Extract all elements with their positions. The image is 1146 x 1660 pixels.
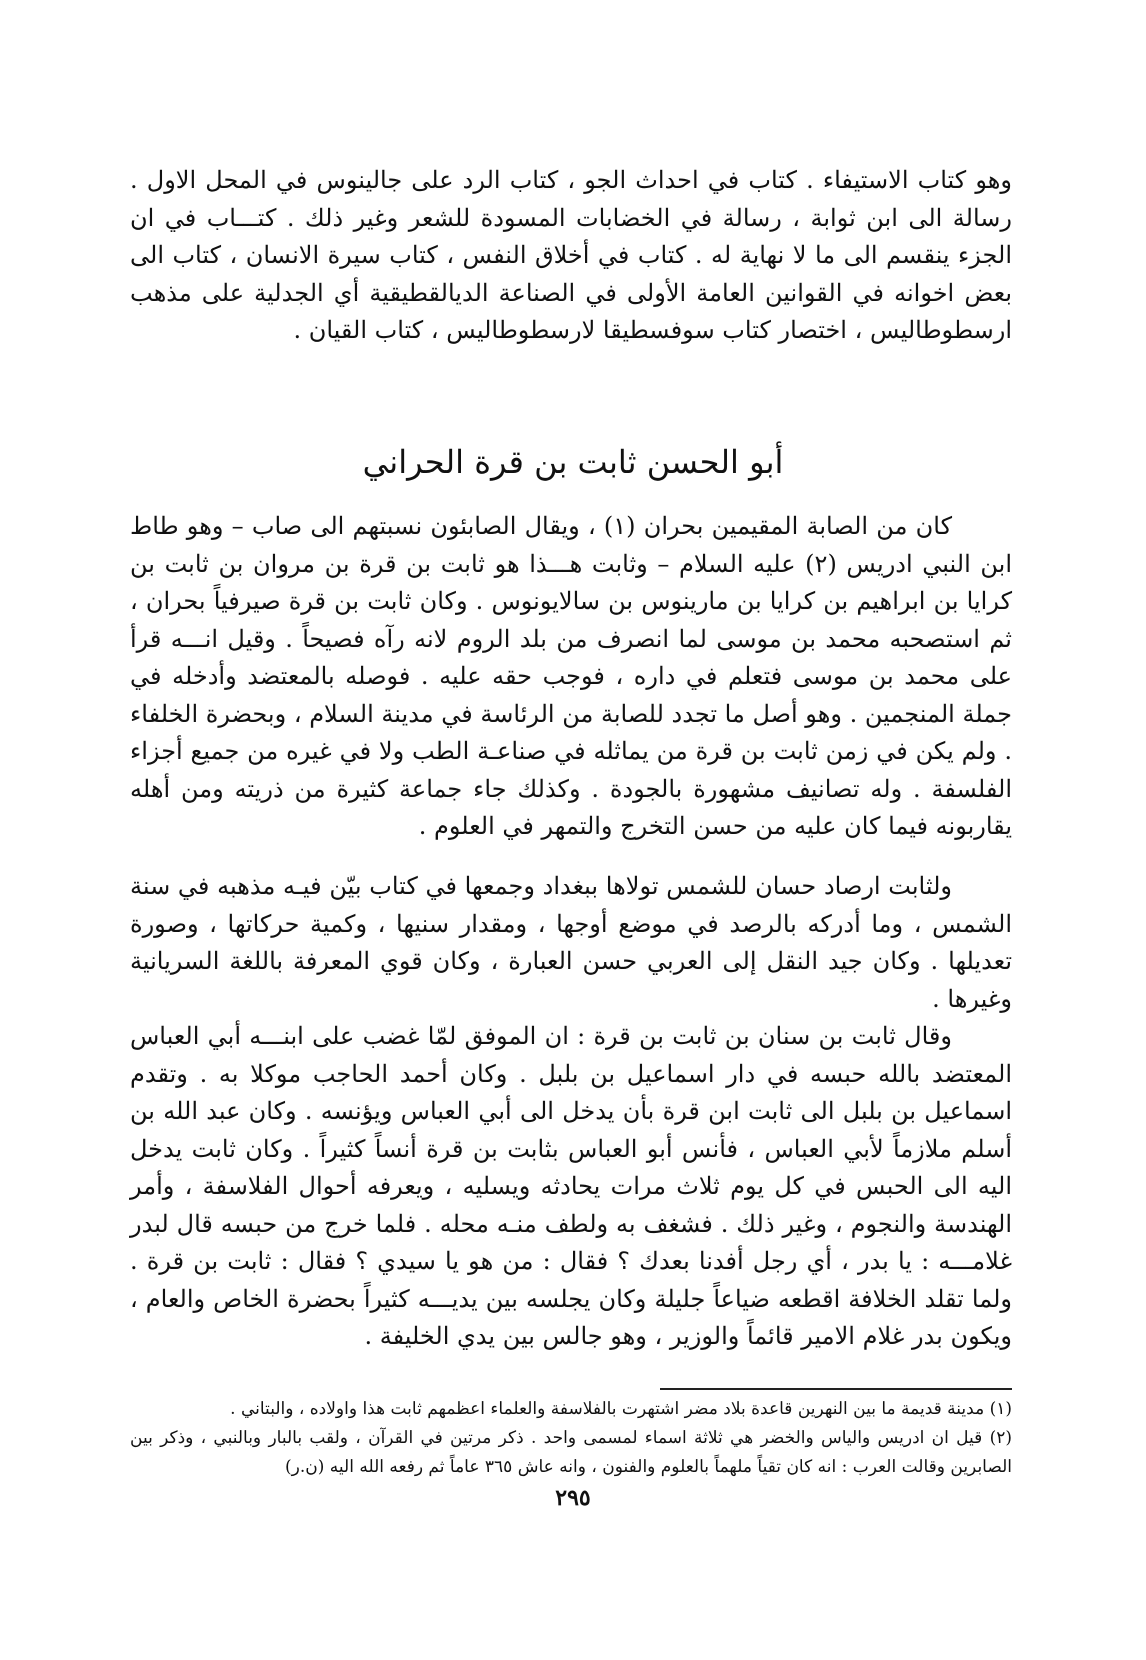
footnotes xyxy=(130,1395,1012,1482)
biography-paragraph-3: وقال ثابت بن سنان بن ثابت بن قرة : ان الموفق لمّا غضب على ابنـــه أبي العباس المعتضد بالله حبسه في دار اسماعيل بن بلبل . وكان أحمد الحاجب موكلا به . وتقدم اسماعيل بن بلبل الى ثابت ابن قرة بأن يدخل الى أبي العباس ويؤنسه . وكان عبد الله بن أسلم ملازماً لأبي العباس ، فأنس أبو العباس بثابت بن قرة أنساً كثيراً . وكان ثابت يدخل اليه الى الحبس في كل يوم ثلاث مرات يحادثه ويسليه ، ويعرفه أحوال الفلاسفة ، وأمر الهندسة والنجوم ، وغير ذلك . فشغف به ولطف منـه محله . فلما خرج من حبسه قال لبدر غلامـــه : يا بدر ، أي رجل أفدنا بعدك ؟ فقال : من هو يا سيدي ؟ فقال : ثابت بن قرة . ولما تقلد الخلافة اقطعه ضياعاً جليلة وكان يجلسه بين يديـــه كثيراً بحضرة الخاص والعام ، ويكون بدر غلام الامير قائماً والوزير ، وهو جالس بين يدي الخليفة . xyxy=(130,1022,1012,1350)
intro-paragraph: وهو كتاب الاستيفاء . كتاب في احداث الجو ، كتاب الرد على جالينوس في المحل الاول . رسالة الى ابن ثوابة ، رسالة في الخضابات المسودة للشعر وغير ذلك . كتـــاب في ان الجزء ينقسم الى ما لا نهاية له . كتاب في أخلاق النفس ، كتاب سيرة الانسان ، كتاب الى بعض اخوانه في القوانين العامة الأولى في الصناعة الديالقطيقية أي الجدلية على مذهب ارسطوطاليس ، اختصار كتاب سوفسطيقا لارسطوطاليس ، كتاب القيان . xyxy=(130,166,1012,344)
footnote-1: (١) مدينة قديمة ما بين النهرين قاعدة بلاد مضر اشتهرت بالفلاسفة والعلماء اعظمهم ثابت هذا واولاده ، والبتاني . xyxy=(230,1399,1012,1419)
biography-paragraph-1: كان من الصابة المقيمين بحران (١) ، ويقال الصابئون نسبتهم الى صاب – وهو طاط ابن النبي ادريس (٢) عليه السلام – وثابت هـــذا هو ثابت بن قرة بن مروان بن ثابت بن كرايا بن ابراهيم بن كرايا بن مارينوس بن سالايونوس . وكان ثابت بن قرة صيرفياً بحران ، ثم استصحبه محمد بن موسى لما انصرف من بلد الروم لانه رآه فصيحاً . وقيل انـــه قرأ على محمد بن موسى فتعلم في داره ، فوجب حقه عليه . فوصله بالمعتضد وأدخله في جملة المنجمين . وهو أصل ما تجدد للصابة من الرئاسة في مدينة السلام ، وبحضرة الخلفاء . ولم يكن في زمن ثابت بن قرة من يماثله في صناعـة الطب ولا في غيره من جميع أجزاء الفلسفة . وله تصانيف مشهورة بالجودة . وكذلك جاء جماعة كثيرة من ذريته ومن أهله يقاربونه فيما كان عليه من حسن التخرج والتمهر في العلوم . xyxy=(130,512,1012,840)
footnote-divider xyxy=(660,1388,1012,1390)
biography-paragraph-2: ولثابت ارصاد حسان للشمس تولاها ببغداد وجمعها في كتاب بيّن فيـه مذهبه في سنة الشمس ، وما أدركه بالرصد في موضع أوجها ، ومقدار سنيها ، وكمية حركاتها ، وصورة تعديلها . وكان جيد النقل إلى العربي حسن العبارة ، وكان قوي المعرفة باللغة السريانية وغيرها . xyxy=(130,872,1012,1013)
section-title: أبو الحسن ثابت بن قرة الحراني xyxy=(362,443,784,481)
footnote-2: (٢) قيل ان ادريس والياس والخضر هي ثلاثة اسماء لمسمى واحد . ذكر مرتين في القرآن ، ولقب بالبار وبالنبي ، وذكر بين الصابرين وقالت العرب : انه كان تقياً ملهماً بالعلوم والفنون ، وانه عاش ٣٦٥ عاماً ثم رفعه الله اليه (ن.ر) xyxy=(130,1428,1012,1477)
page-number: ٢٩٥ xyxy=(555,1485,591,1511)
